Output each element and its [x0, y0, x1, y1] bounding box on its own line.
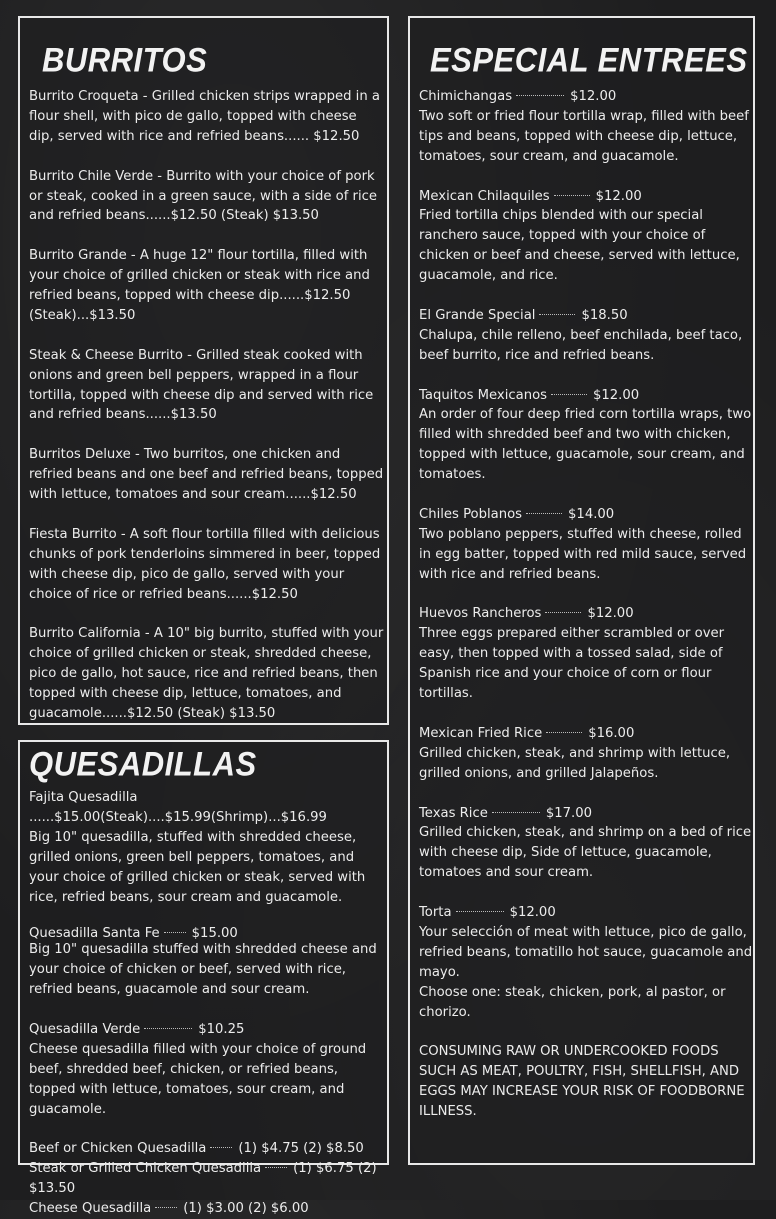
item-title — [419, 306, 753, 326]
menu-item-torta — [419, 903, 753, 1022]
burritos-list — [29, 87, 385, 724]
item-name: Chiles Poblanos — [419, 506, 523, 522]
item-price: $17.00 — [545, 805, 592, 821]
item-price: $12.00 — [570, 89, 617, 104]
menu-item-el-grande-special — [419, 306, 753, 366]
item-description: Chalupa, chile relleno, beef enchilada, beef taco, beef burrito, rice and refried beans. — [419, 327, 743, 363]
menu-item-steak-quesadilla — [29, 1159, 385, 1199]
dot-leader — [210, 1147, 232, 1148]
menu-item-taquitos-mexicanos — [419, 386, 753, 486]
item-choice-note: Choose one: steak, chicken, pork, al pastor, or chorizo. — [419, 984, 726, 1020]
quesadillas-panel — [18, 740, 389, 1217]
item-price: $16.00 — [588, 725, 635, 741]
dot-leader — [526, 513, 562, 514]
menu-item-fiesta-burrito: Fiesta Burrito - A soft flour tortilla filled with delicious chunks of pork tenderloins simmered in beer, topped with cheese dip, pico de gallo, served with your choice of rice or refried beans......$12.50 — [29, 526, 381, 602]
entrees-list — [419, 87, 753, 1122]
item-name: Quesadilla Santa Fe — [29, 926, 160, 942]
item-name: Cheese Quesadilla — [29, 1201, 152, 1217]
menu-item-burrito-grande: Burrito Grande - A huge 12" flour tortilla, filled with your choice of grilled chicken or steak with rice and refried beans, topped with cheese dip......$12.50 (Steak)...$13.50 — [29, 248, 370, 323]
item-price: $10.25 — [198, 1021, 245, 1037]
menu-item-small-quesadillas — [29, 1139, 385, 1219]
item-price: $15.00 — [191, 926, 238, 942]
dot-leader — [539, 314, 575, 315]
item-title — [419, 724, 753, 744]
item-name: Steak or Grilled Chicken Quesadilla — [29, 1161, 262, 1177]
dot-leader — [492, 812, 540, 813]
menu-item-huevos-rancheros — [419, 604, 753, 704]
menu-item-fajita-quesadilla — [29, 788, 385, 907]
item-description: Grilled chicken, steak, and shrimp with lettuce, grilled onions, and grilled Jalapeños. — [419, 745, 731, 781]
menu-item-burrito-chile-verde: Burrito Chile Verde - Burrito with your choice of pork or steak, cooked in a green sauce, with a side of rice and refried beans......$12.50 (Steak) $13.50 — [29, 168, 377, 224]
menu-item-quesadilla-santa-fe — [29, 927, 385, 1000]
item-name: El Grande Special — [419, 307, 536, 323]
dot-leader — [546, 732, 582, 733]
item-name: Huevos Rancheros — [419, 606, 542, 622]
dot-leader — [144, 1028, 192, 1029]
dot-leader — [265, 1167, 287, 1168]
item-title — [419, 187, 753, 207]
item-price: $12.00 — [509, 905, 556, 921]
item-title — [419, 505, 753, 525]
item-price: (1) $3.00 (2) $6.00 — [183, 1201, 309, 1217]
menu-item-burrito-croqueta: Burrito Croqueta - Grilled chicken strips wrapped in a flour shell, with pico de gallo, topped with cheese dip, served with rice and refried beans...... $12.50 — [29, 89, 380, 144]
quesadillas-list — [29, 788, 385, 1219]
item-description: Cheese quesadilla filled with your choice of ground beef, shredded beef, chicken, or refried beans, topped with lettuce, tomatoes, sour cream, and guacamole. — [29, 1041, 367, 1117]
item-name: Quesadilla Verde — [29, 1021, 141, 1037]
dot-leader — [545, 612, 581, 613]
item-description: Fried tortilla chips blended with our special ranchero sauce, topped with your choice of chicken or beef and cheese, served with lettuce, guacamole, and rice. — [419, 208, 740, 284]
burritos-panel — [18, 16, 389, 725]
item-price: $12.00 — [595, 188, 642, 204]
item-price: (1) $4.75 (2) $8.50 — [238, 1141, 364, 1157]
menu-item-quesadilla-verde — [29, 1020, 385, 1120]
item-title — [419, 87, 753, 107]
menu-item-cheese-quesadilla — [29, 1199, 385, 1219]
menu-item-mexican-fried-rice — [419, 724, 753, 784]
menu-item-steak-cheese-burrito: Steak & Cheese Burrito - Grilled steak cooked with onions and green bell peppers, wrapped in a flour tortilla, topped with cheese dip and served with rice and refried beans......$13.50 — [29, 347, 374, 423]
item-price: $12.00 — [587, 606, 634, 622]
menu-item-chiles-poblanos — [419, 505, 753, 585]
item-price: $18.50 — [581, 307, 628, 323]
item-title — [29, 927, 385, 940]
item-title — [29, 1020, 385, 1040]
item-price: (1) $6.75 (2) $13.50 — [29, 1161, 377, 1197]
item-description: An order of four deep fried corn tortilla wraps, two filled with shredded beef and two with chicken, topped with lettuce, guacamole, sour cream, and tomatoes. — [419, 407, 752, 483]
dot-leader — [456, 911, 504, 912]
item-name: Beef or Chicken Quesadilla — [29, 1141, 207, 1157]
menu-item-burritos-deluxe: Burritos Deluxe - Two burritos, one chicken and refried beans and one beef and refried beans, topped with lettuce, tomatoes and sour cream......$12.50 — [29, 447, 384, 503]
food-safety-warning: CONSUMING RAW OR UNDERCOOKED FOODS SUCH AS MEAT, POULTRY, FISH, SHELLFISH, AND EGGS MAY INCREASE YOUR RISK OF FOODBORNE ILLNESS. — [419, 1044, 745, 1120]
item-description: Two poblano peppers, stuffed with cheese, rolled in egg batter, topped with red mild sauce, served with rice and refried beans. — [419, 526, 747, 582]
burritos-heading: BURRITOS — [42, 40, 208, 80]
menu-item-beef-chicken-quesadilla — [29, 1139, 385, 1159]
dot-leader — [155, 1207, 177, 1208]
menu-item-texas-rice — [419, 804, 753, 884]
item-name: Taquitos Mexicanos — [419, 387, 548, 403]
dot-leader — [164, 932, 186, 933]
item-title — [419, 386, 753, 406]
item-name: Texas Rice — [419, 805, 488, 821]
dot-leader — [554, 195, 590, 196]
entrees-heading: ESPECIAL ENTREES — [430, 40, 748, 80]
item-description: Your selección of meat with lettuce, pico de gallo, refried beans, tomatillo hot sauce, guacamole and mayo. — [419, 924, 753, 980]
menu-item-chimichangas — [419, 87, 753, 167]
item-description: Big 10" quesadilla, stuffed with shredded cheese, grilled onions, green bell peppers, tomatoes, and your choice of grilled chicken or steak, served with rice, refried beans, sour cream and guacamole. — [29, 829, 366, 905]
item-description: Two soft or fried flour tortilla wrap, filled with beef tips and beans, topped with cheese dip, lettuce, tomatoes, sour cream, and guacamole. — [419, 108, 749, 164]
item-description: Grilled chicken, steak, and shrimp on a bed of rice with cheese dip, Side of lettuce, guacamole, tomatoes and sour cream. — [419, 825, 752, 881]
item-description: Three eggs prepared either scrambled or over easy, then topped with a tossed salad, side of Spanish rice and your choice of corn or flour tortillas. — [419, 626, 725, 702]
item-name: Chimichangas — [419, 89, 513, 104]
item-title — [419, 903, 753, 923]
dot-leader — [516, 95, 564, 96]
menu-item-burrito-california: Burrito California - A 10" big burrito, stuffed with your choice of grilled chicken or steak, shredded cheese, pico de gallo, hot sauce, rice and refried beans, then topped with cheese dip, lettuce, tomatoes, and guacamole......$12.50 (Steak) $13.50 — [29, 626, 384, 721]
item-name: Torta — [419, 905, 452, 921]
quesadillas-heading: QUESADILLAS — [29, 744, 257, 784]
menu-item-mexican-chilaquiles — [419, 187, 753, 287]
entrees-panel — [408, 16, 755, 1165]
item-price: $14.00 — [568, 506, 615, 522]
item-title — [419, 604, 753, 624]
item-price: $12.00 — [593, 387, 640, 403]
item-name: Mexican Chilaquiles — [419, 188, 550, 204]
dot-leader — [551, 394, 587, 395]
item-title — [419, 804, 753, 824]
item-title: Fajita Quesadilla ......$15.00(Steak)....$15.99(Shrimp)...$16.99 — [29, 790, 327, 825]
item-description: Big 10" quesadilla stuffed with shredded cheese and your choice of chicken or beef, served with rice, refried beans, guacamole and sour cream. — [29, 942, 377, 998]
item-name: Mexican Fried Rice — [419, 725, 543, 741]
